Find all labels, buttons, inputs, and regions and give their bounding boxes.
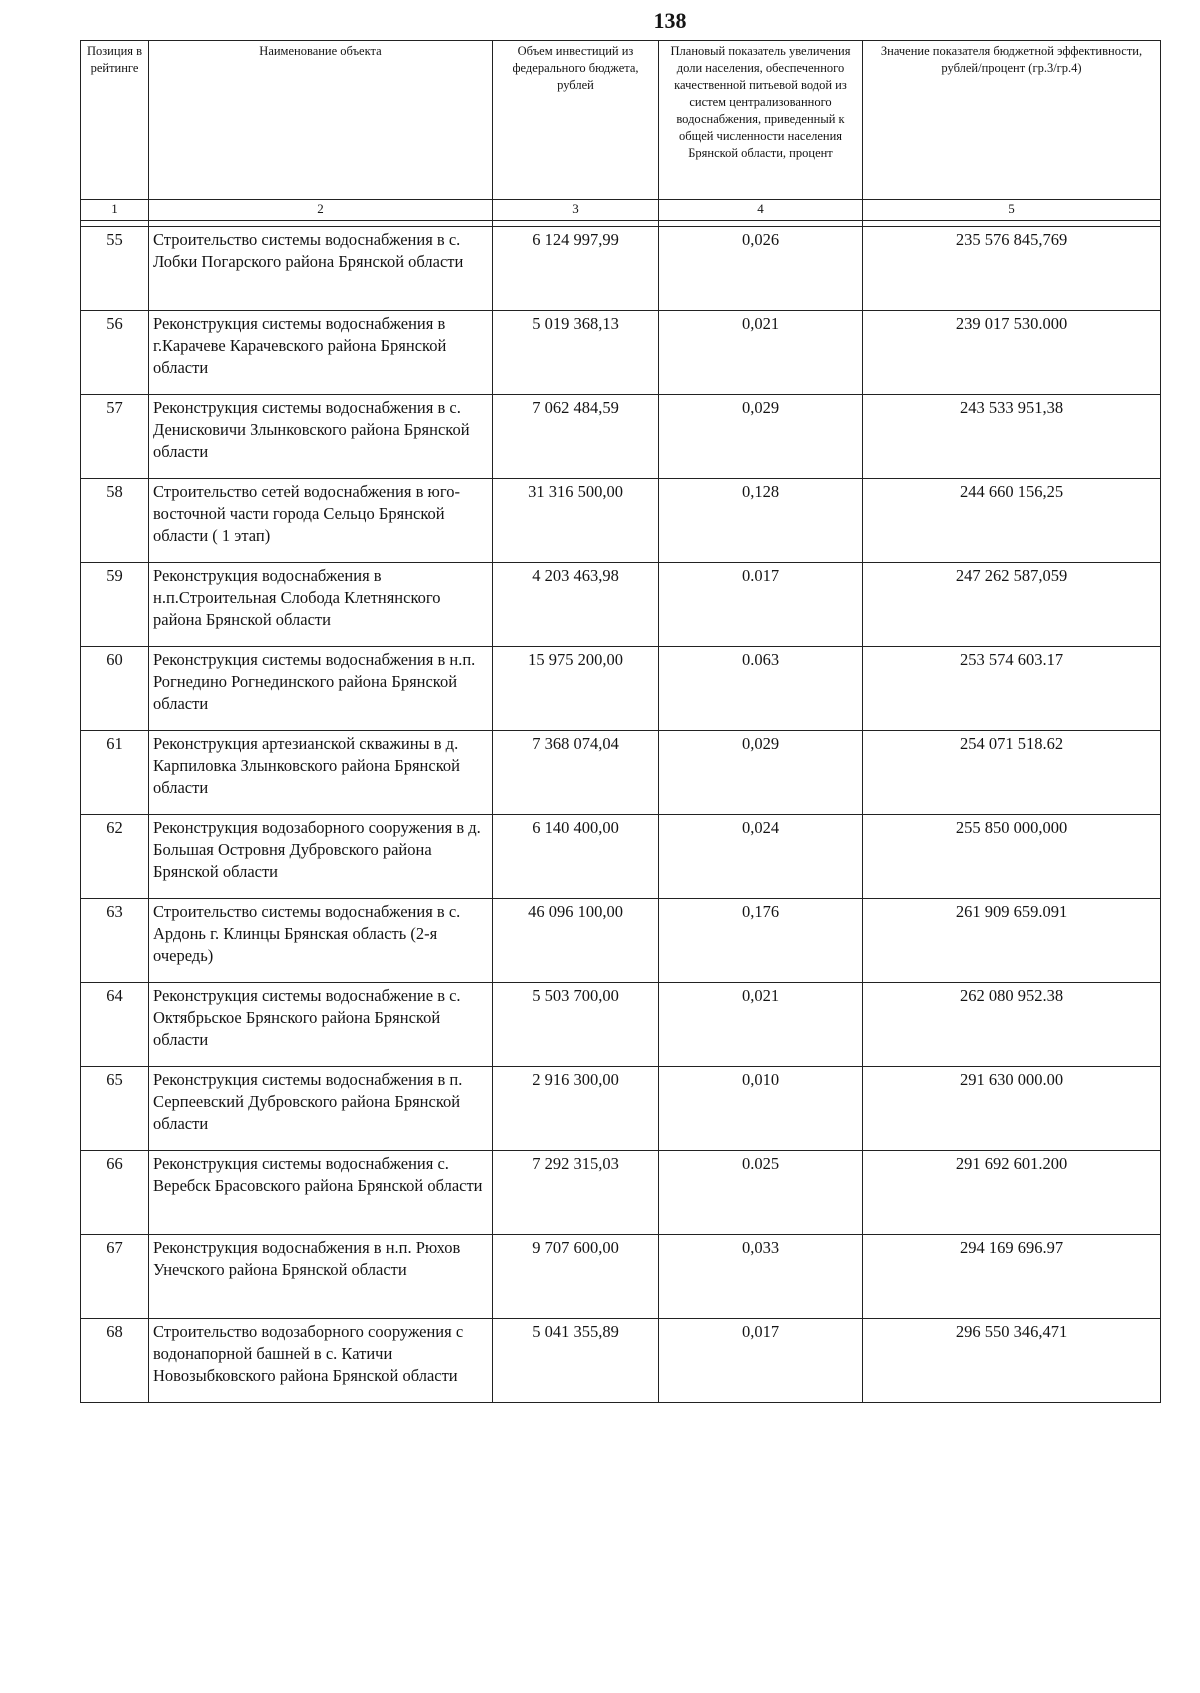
efficiency-cell: 291 692 601.200 bbox=[863, 1151, 1161, 1235]
object-name-cell: Реконструкция водоснабжения в н.п. Рюхов Унечского района Брянской области bbox=[149, 1235, 493, 1319]
efficiency-cell: 262 080 952.38 bbox=[863, 983, 1161, 1067]
position-cell: 59 bbox=[81, 563, 149, 647]
efficiency-cell: 291 630 000.00 bbox=[863, 1067, 1161, 1151]
position-cell: 61 bbox=[81, 731, 149, 815]
efficiency-cell: 294 169 696.97 bbox=[863, 1235, 1161, 1319]
investment-cell: 7 292 315,03 bbox=[493, 1151, 659, 1235]
indicator-cell: 0.063 bbox=[659, 647, 863, 731]
investment-cell: 4 203 463,98 bbox=[493, 563, 659, 647]
investment-cell: 7 368 074,04 bbox=[493, 731, 659, 815]
column-number: 3 bbox=[493, 200, 659, 221]
object-name-cell: Строительство системы водоснабжения в с. Лобки Погарского района Брянской области bbox=[149, 227, 493, 311]
efficiency-cell: 239 017 530.000 bbox=[863, 311, 1161, 395]
investment-cell: 6 140 400,00 bbox=[493, 815, 659, 899]
table-row bbox=[81, 1151, 1161, 1235]
investment-cell: 2 916 300,00 bbox=[493, 1067, 659, 1151]
object-name-cell: Строительство системы водоснабжения в с. Ардонь г. Клинцы Брянская область (2-я очередь) bbox=[149, 899, 493, 983]
efficiency-cell: 255 850 000,000 bbox=[863, 815, 1161, 899]
table-row bbox=[81, 1067, 1161, 1151]
indicator-cell: 0,010 bbox=[659, 1067, 863, 1151]
position-cell: 56 bbox=[81, 311, 149, 395]
position-cell: 57 bbox=[81, 395, 149, 479]
investment-cell: 46 096 100,00 bbox=[493, 899, 659, 983]
position-cell: 55 bbox=[81, 227, 149, 311]
column-number: 5 bbox=[863, 200, 1161, 221]
indicator-cell: 0,026 bbox=[659, 227, 863, 311]
table-row bbox=[81, 815, 1161, 899]
column-number: 4 bbox=[659, 200, 863, 221]
indicator-cell: 0.017 bbox=[659, 563, 863, 647]
position-cell: 58 bbox=[81, 479, 149, 563]
table-row bbox=[81, 227, 1161, 311]
indicator-cell: 0,029 bbox=[659, 395, 863, 479]
header-indicator: Плановый показатель увеличения доли населения, обеспеченного качественной питьевой водой из систем централизованного водоснабжения, приведенный к общей численности населения Брянской области, процент bbox=[659, 41, 863, 200]
indicator-cell: 0.025 bbox=[659, 1151, 863, 1235]
indicator-cell: 0,024 bbox=[659, 815, 863, 899]
table-row bbox=[81, 731, 1161, 815]
indicator-cell: 0,128 bbox=[659, 479, 863, 563]
object-name-cell: Реконструкция артезианской скважины в д. Карпиловка Злынковского района Брянской области bbox=[149, 731, 493, 815]
position-cell: 62 bbox=[81, 815, 149, 899]
indicator-cell: 0,017 bbox=[659, 1319, 863, 1403]
column-number: 2 bbox=[149, 200, 493, 221]
column-number: 1 bbox=[81, 200, 149, 221]
position-cell: 67 bbox=[81, 1235, 149, 1319]
investment-cell: 5 041 355,89 bbox=[493, 1319, 659, 1403]
efficiency-cell: 296 550 346,471 bbox=[863, 1319, 1161, 1403]
efficiency-cell: 254 071 518.62 bbox=[863, 731, 1161, 815]
investment-cell: 15 975 200,00 bbox=[493, 647, 659, 731]
object-name-cell: Реконструкция системы водоснабжения в п. Серпеевский Дубровского района Брянской области bbox=[149, 1067, 493, 1151]
efficiency-cell: 247 262 587,059 bbox=[863, 563, 1161, 647]
indicator-cell: 0,029 bbox=[659, 731, 863, 815]
table-row bbox=[81, 647, 1161, 731]
table-row bbox=[81, 563, 1161, 647]
indicator-cell: 0,176 bbox=[659, 899, 863, 983]
table-row bbox=[81, 983, 1161, 1067]
header-row bbox=[81, 41, 1161, 200]
object-name-cell: Строительство водозаборного сооружения с водонапорной башней в с. Катичи Новозыбковского района Брянской области bbox=[149, 1319, 493, 1403]
investment-cell: 9 707 600,00 bbox=[493, 1235, 659, 1319]
indicator-cell: 0,033 bbox=[659, 1235, 863, 1319]
position-cell: 63 bbox=[81, 899, 149, 983]
table-row bbox=[81, 311, 1161, 395]
efficiency-cell: 253 574 603.17 bbox=[863, 647, 1161, 731]
object-name-cell: Реконструкция системы водоснабжения в г.Карачеве Карачевского района Брянской области bbox=[149, 311, 493, 395]
efficiency-cell: 235 576 845,769 bbox=[863, 227, 1161, 311]
object-name-cell: Строительство сетей водоснабжения в юго-восточной части города Сельцо Брянской области ( 1 этап) bbox=[149, 479, 493, 563]
indicator-cell: 0,021 bbox=[659, 983, 863, 1067]
position-cell: 65 bbox=[81, 1067, 149, 1151]
object-name-cell: Реконструкция водоснабжения в н.п.Строительная Слобода Клетнянского района Брянской области bbox=[149, 563, 493, 647]
page-number: 138 bbox=[653, 8, 687, 33]
header-name: Наименование объекта bbox=[149, 41, 493, 200]
table-row bbox=[81, 1235, 1161, 1319]
table-row bbox=[81, 899, 1161, 983]
investment-cell: 7 062 484,59 bbox=[493, 395, 659, 479]
efficiency-cell: 244 660 156,25 bbox=[863, 479, 1161, 563]
column-numbers-row bbox=[81, 200, 1161, 221]
header-position: Позиция в рейтинге bbox=[81, 41, 149, 200]
indicator-cell: 0,021 bbox=[659, 311, 863, 395]
position-cell: 64 bbox=[81, 983, 149, 1067]
investment-cell: 6 124 997,99 bbox=[493, 227, 659, 311]
object-name-cell: Реконструкция системы водоснабжения с. Веребск Брасовского района Брянской области bbox=[149, 1151, 493, 1235]
table-row bbox=[81, 395, 1161, 479]
object-name-cell: Реконструкция системы водоснабжения в н.п. Рогнедино Рогнединского района Брянской области bbox=[149, 647, 493, 731]
rating-table bbox=[80, 40, 1161, 1403]
position-cell: 66 bbox=[81, 1151, 149, 1235]
object-name-cell: Реконструкция водозаборного сооружения в д. Большая Островня Дубровского района Брянской области bbox=[149, 815, 493, 899]
investment-cell: 5 503 700,00 bbox=[493, 983, 659, 1067]
position-cell: 60 bbox=[81, 647, 149, 731]
header-investment: Объем инвестиций из федерального бюджета, рублей bbox=[493, 41, 659, 200]
investment-cell: 5 019 368,13 bbox=[493, 311, 659, 395]
object-name-cell: Реконструкция системы водоснабжение в с. Октябрьское Брянского района Брянской области bbox=[149, 983, 493, 1067]
efficiency-cell: 261 909 659.091 bbox=[863, 899, 1161, 983]
header-efficiency: Значение показателя бюджетной эффективности, рублей/процент (гр.3/гр.4) bbox=[863, 41, 1161, 200]
investment-cell: 31 316 500,00 bbox=[493, 479, 659, 563]
table-row bbox=[81, 1319, 1161, 1403]
efficiency-cell: 243 533 951,38 bbox=[863, 395, 1161, 479]
position-cell: 68 bbox=[81, 1319, 149, 1403]
table-row bbox=[81, 479, 1161, 563]
object-name-cell: Реконструкция системы водоснабжения в с. Денисковичи Злынковского района Брянской области bbox=[149, 395, 493, 479]
